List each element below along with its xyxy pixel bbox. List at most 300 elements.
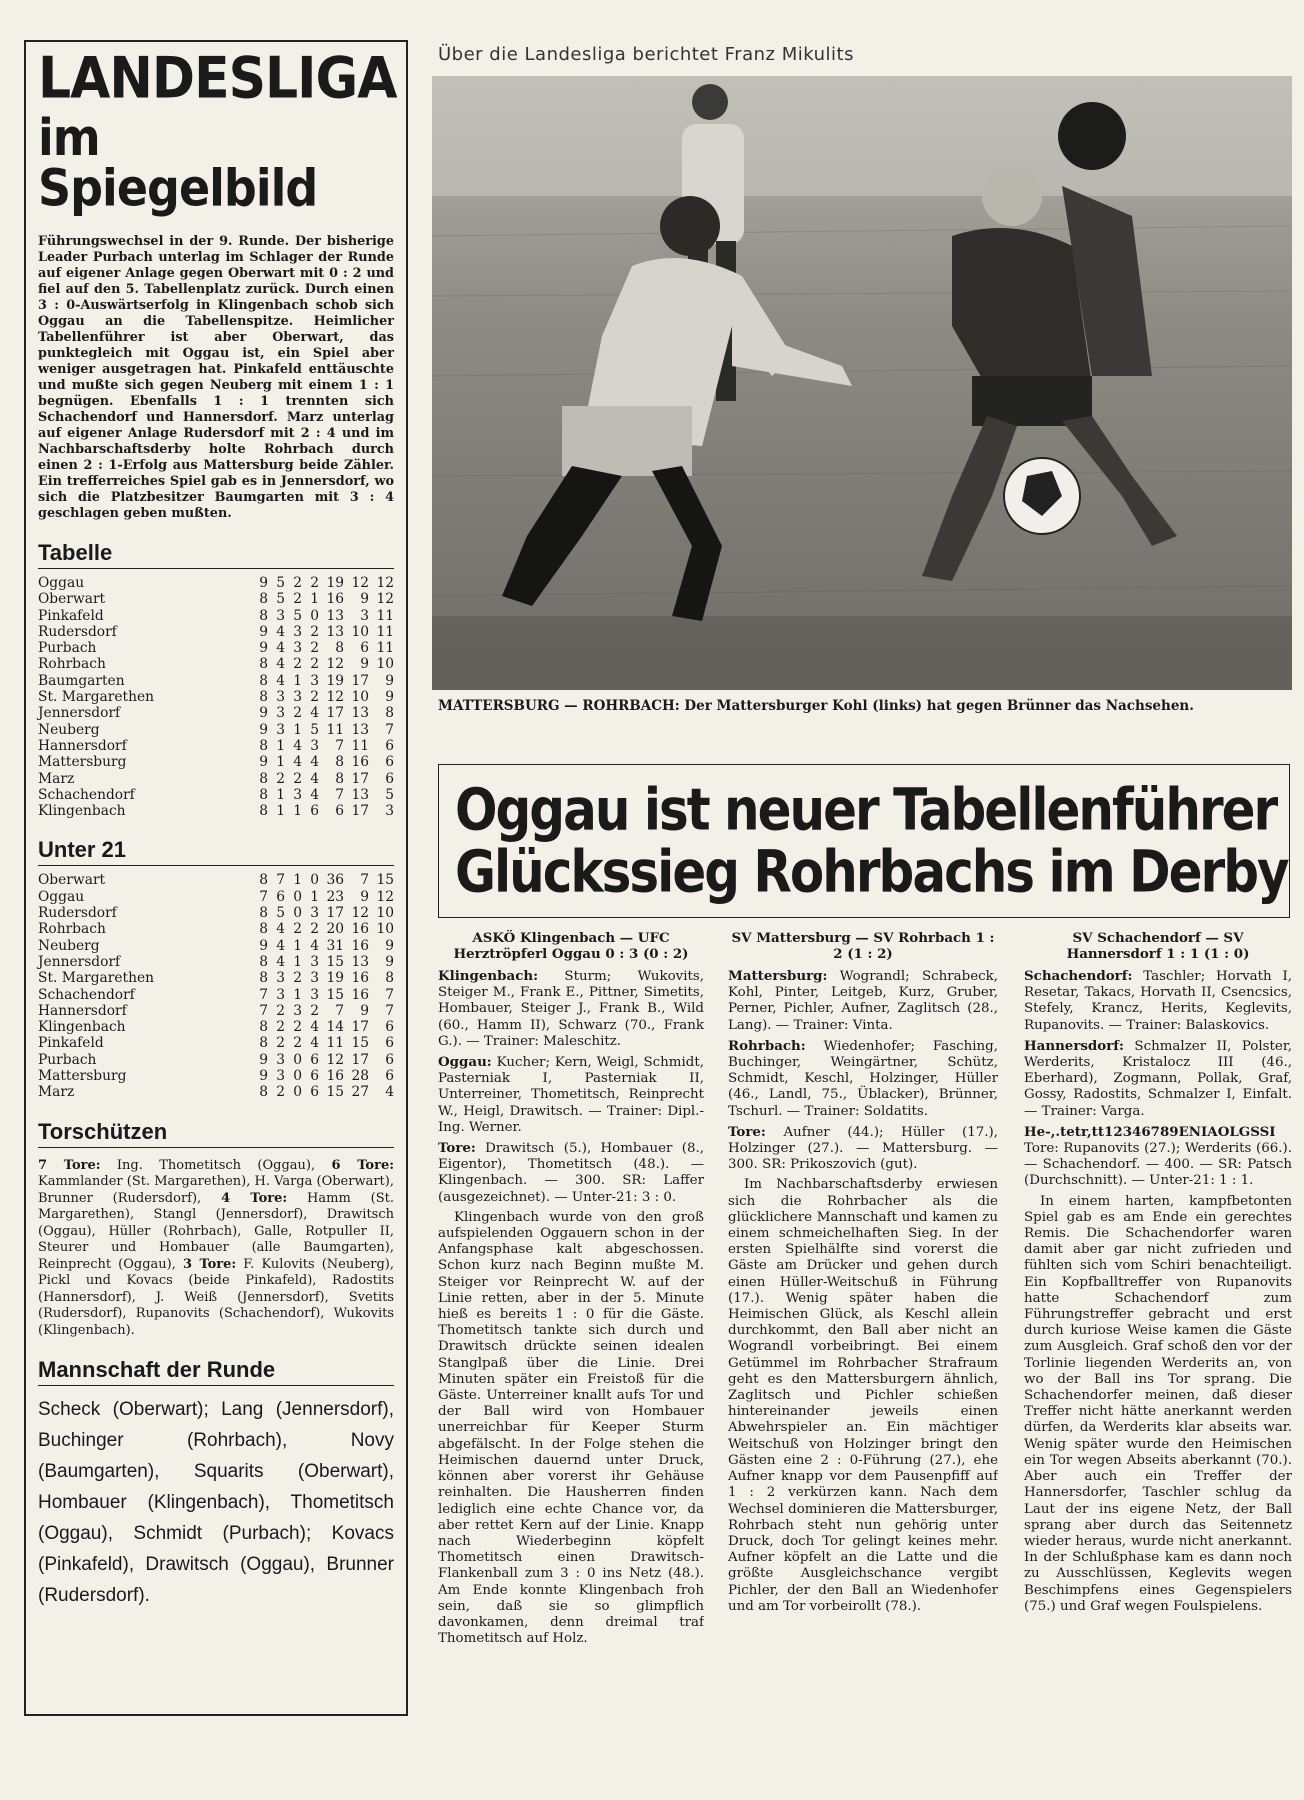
report-klingenbach-oggau xyxy=(438,930,704,1651)
stat-cell: 9 xyxy=(385,672,394,689)
stat-cell: 9 xyxy=(385,953,394,970)
stat-cell: 16 xyxy=(351,921,369,938)
stat-cell: 5 xyxy=(293,607,302,624)
title-line-2: im Spiegelbild xyxy=(38,107,318,218)
stat-cell: 3 xyxy=(276,705,285,722)
stat-cell: 11 xyxy=(326,721,344,738)
stat-cell: 8 xyxy=(259,786,268,803)
stat-cell: 6 xyxy=(310,1051,319,1068)
stat-cell: 12 xyxy=(326,656,344,673)
stat-cell: 3 xyxy=(276,1051,285,1068)
stat-cell: 3 xyxy=(310,737,319,754)
goals-info: Tore: Aufner (44.); Hüller (17.), Holzinger (27.). — Mattersburg. — 300. SR: Prikoszovich (gut). xyxy=(728,1123,998,1173)
stat-cell: 8 xyxy=(259,953,268,970)
stat-cell: 16 xyxy=(351,937,369,954)
report-text: In einem harten, kampfbetonten Spiel gab es am Ende ein gerechtes Remis. Die Schachendorfer waren damit aber gar nicht zufrieden und fühlten sich vom Schiri benachteiligt. Ein Kopfballtreffer von Rupanovits hatte Schachendorf zum Führungstreffer gebracht und erst durch kuriose Weise kamen die Gäste zum Ausgleich. Graf schoß den vor der Torlinie liegenden Werderits an, von wo der Ball ins Tor sprang. Die Schachendorfer meinen, daß dieser Treffer nicht hätte anerkannt werden dürfen, da Werderits klar abseits war. Wenig später wurde den Heimischen ein Tor wegen Abseits aberkannt (70.). Aber auch ein Treffer der Hannersdorfer, Taschler schlug da Laut der ins eigene Netz, der Ball sprang aber durch das Seitennetz wieder heraus, wurde nicht anerkannt. In der Schlußphase kam es dann noch zu Ausschlüssen, Keglevits wegen Beschimpfens eines Gegenspielers (75.) und Graf wegen Foulspielens. xyxy=(1024,1193,1292,1614)
stat-cell: 16 xyxy=(326,591,344,608)
stat-cell: 14 xyxy=(326,1019,344,1036)
stat-cell: 7 xyxy=(385,721,394,738)
stat-cell: 3 xyxy=(293,1002,302,1019)
scorers-list xyxy=(38,1158,394,1340)
stat-cell: 8 xyxy=(259,656,268,673)
stat-cell: 10 xyxy=(376,921,394,938)
stat-cell: 9 xyxy=(360,591,369,608)
stat-cell: 4 xyxy=(276,937,285,954)
team-name: Mattersburg xyxy=(38,754,127,771)
stat-cell: 7 xyxy=(259,888,268,905)
stat-cell: 3 xyxy=(310,905,319,922)
stat-cell: 4 xyxy=(276,656,285,673)
table-row xyxy=(38,771,394,787)
stat-cell: 7 xyxy=(385,986,394,1003)
team-name: St. Margarethen xyxy=(38,970,155,987)
table-row xyxy=(38,705,394,721)
stat-cell: 17 xyxy=(351,1019,369,1036)
game-heading: SV Schachendorf — SV Hannersdorf 1 : 1 (1 : 0) xyxy=(1066,930,1250,962)
stat-cell: 0 xyxy=(293,1068,302,1085)
stat-cell: 3 xyxy=(293,786,302,803)
lineup-away: Hannersdorf: Schmalzer II, Polster, Werderits, Kristalocz III (46., Eberhard), Zogmann, Pollak, Graf, Gossy, Radostits, Schmalzer I, Einfalt. — Trainer: Varga. xyxy=(1024,1037,1292,1119)
stat-cell: 2 xyxy=(310,575,319,591)
stat-cell: 5 xyxy=(310,721,319,738)
stat-cell: 6 xyxy=(276,888,285,905)
team-name: Rudersdorf xyxy=(38,905,117,922)
stat-cell: 17 xyxy=(351,770,369,787)
stat-cell: 1 xyxy=(293,803,302,820)
stat-cell: 1 xyxy=(310,888,319,905)
stat-cell: 9 xyxy=(259,640,268,657)
team-name: Purbach xyxy=(38,640,97,657)
stat-cell: 1 xyxy=(276,803,285,820)
stat-cell: 2 xyxy=(276,1084,285,1101)
stat-cell: 16 xyxy=(351,754,369,771)
landesliga-title xyxy=(38,45,397,218)
table-row xyxy=(38,970,394,986)
stat-cell: 8 xyxy=(335,640,344,657)
stat-cell: 17 xyxy=(351,1051,369,1068)
stat-cell: 11 xyxy=(376,607,394,624)
stat-cell: 19 xyxy=(326,970,344,987)
stat-cell: 8 xyxy=(259,672,268,689)
table-row xyxy=(38,787,394,803)
stat-cell: 3 xyxy=(293,623,302,640)
stat-cell: 16 xyxy=(351,986,369,1003)
u21-heading: Unter 21 xyxy=(38,837,394,866)
stat-cell: 3 xyxy=(360,607,369,624)
stat-cell: 3 xyxy=(276,970,285,987)
stat-cell: 5 xyxy=(276,905,285,922)
scorer-names: F. Kulovits (Neuberg), Pickl und Kovacs (beide Pinkafeld), Radostits (Hannersdorf), J. Weiß (Jennersdorf), Svetits (Rudersdorf), Rupanovits (Schachendorf), Wukovits (Klingenbach). xyxy=(38,1256,394,1338)
stat-cell: 2 xyxy=(293,770,302,787)
team-name: Rudersdorf xyxy=(38,623,117,640)
table-row xyxy=(38,640,394,656)
stat-cell: 3 xyxy=(310,986,319,1003)
headline-line-2: Glückssieg Rohrbachs im Derby xyxy=(455,838,1288,906)
stat-cell: 2 xyxy=(276,770,285,787)
stat-cell: 0 xyxy=(310,872,319,889)
stat-cell: 1 xyxy=(293,872,302,889)
team-name: Pinkafeld xyxy=(38,607,104,624)
stat-cell: 19 xyxy=(326,575,344,591)
table-row xyxy=(38,575,394,591)
stat-cell: 13 xyxy=(351,953,369,970)
stat-cell: 12 xyxy=(376,591,394,608)
stat-cell: 2 xyxy=(276,1019,285,1036)
stat-cell: 11 xyxy=(326,1035,344,1052)
stat-cell: 3 xyxy=(276,721,285,738)
stat-cell: 4 xyxy=(293,754,302,771)
table-row xyxy=(38,591,394,607)
lineup-away: Oggau: Kucher; Kern, Weigl, Schmidt, Pasterniak I, Pasterniak II, Unterreiner, Thometitsch, Reinprecht W., Heigl, Drawitsch. — Trainer: Dipl.-Ing. Werner. xyxy=(438,1054,704,1135)
stat-cell: 0 xyxy=(293,1051,302,1068)
stat-cell: 16 xyxy=(351,970,369,987)
stat-cell: 36 xyxy=(326,872,344,889)
mannschaft-der-runde: Scheck (Oberwart); Lang (Jennersdorf), Buchinger (Rohrbach), Novy (Baumgarten), Squarits (Oberwart), Hombauer (Klingenbach), Thometitsch (Oggau), Schmidt (Purbach); Kovacs (Pinkafeld), Drawitsch (Oggau), Brunner (Rudersdorf). xyxy=(38,1399,394,1607)
stat-cell: 5 xyxy=(385,786,394,803)
stat-cell: 2 xyxy=(310,656,319,673)
stat-cell: 9 xyxy=(360,1002,369,1019)
lineup-home: Schachendorf: Taschler; Horvath I, Resetar, Takacs, Horvath II, Csencsics, Stefely, Krancz, Herits, Keglevits, Rupanovits. — Trainer: Balaskovics. xyxy=(1024,968,1292,1033)
stat-cell: 8 xyxy=(259,1019,268,1036)
match-photo xyxy=(432,76,1292,690)
lineup-away: Rohrbach: Wiedenhofer; Fasching, Buchinger, Weingärtner, Schütz, Schmidt, Keschl, Holzinger, Hüller (46., Landl, 75., Üblacker), Brünner, Tschurl. — Trainer: Soldatits. xyxy=(728,1037,998,1119)
stat-cell: 6 xyxy=(335,803,344,820)
stat-cell: 31 xyxy=(326,937,344,954)
stat-cell: 5 xyxy=(276,591,285,608)
team-name: Klingenbach xyxy=(38,1019,126,1036)
intro-text: Führungswechsel in der 9. Runde. Der bisherige Leader Purbach unterlag im Schlager der Runde auf eigener Anlage gegen Oberwart mit 0 : 2 und fiel auf den 5. Tabellenplatz zurück. Durch einen 3 : 0-Auswärtserfolg in Klingenbach schob sich Oggau an die Tabellenspitze. Heimlicher Tabellenführer ist aber Oberwart, das punktegleich mit Oggau ist, ein Spiel aber weniger ausgetragen hat. Pinkafeld enttäuschte und mußte sich gegen Neuberg mit einem 1 : 1 begnügen. Ebenfalls 1 : 1 trennten sich Schachendorf und Hannersdorf. Marz unterlag auf eigener Anlage Rudersdorf mit 2 : 4 und im Nachbarschaftsderby holte Rohrbach durch einen 2 : 1-Erfolg aus Mattersburg beide Zähler. Ein trefferreiches Spiel gab es in Jennersdorf, wo sich die Platzbesitzer Baumgarten mit 3 : 4 geschlagen geben mußten. xyxy=(38,234,394,521)
table-row xyxy=(38,954,394,970)
stat-cell: 9 xyxy=(259,1068,268,1085)
stat-cell: 15 xyxy=(351,1035,369,1052)
stat-cell: 4 xyxy=(310,770,319,787)
table-row xyxy=(38,1068,394,1084)
stat-cell: 2 xyxy=(276,1002,285,1019)
stat-cell: 17 xyxy=(326,705,344,722)
stat-cell: 3 xyxy=(310,970,319,987)
stat-cell: 8 xyxy=(259,607,268,624)
table-row xyxy=(38,754,394,770)
stat-cell: 2 xyxy=(310,640,319,657)
stat-cell: 2 xyxy=(293,1019,302,1036)
stat-cell: 12 xyxy=(376,575,394,591)
stat-cell: 3 xyxy=(276,607,285,624)
stat-cell: 2 xyxy=(310,689,319,706)
stat-cell: 7 xyxy=(259,1002,268,1019)
team-name: Rohrbach xyxy=(38,656,106,673)
team-name: Pinkafeld xyxy=(38,1035,104,1052)
table-row xyxy=(38,1052,394,1068)
headline-box xyxy=(438,764,1290,918)
team-name: Baumgarten xyxy=(38,672,125,689)
goals-info: He-,.tetr,tt12346789ENIAOLGSSI Tore: Rupanovits (27.); Werderits (66.). — Schachendorf. — 400. — SR: Patsch (Durchschnitt). — Unter-21: 1 : 1. xyxy=(1024,1123,1292,1189)
stat-cell: 12 xyxy=(326,1051,344,1068)
table-row xyxy=(38,987,394,1003)
stat-cell: 13 xyxy=(326,607,344,624)
stat-cell: 4 xyxy=(385,1084,394,1101)
stat-cell: 8 xyxy=(259,737,268,754)
stat-cell: 8 xyxy=(259,770,268,787)
stat-cell: 9 xyxy=(259,721,268,738)
stat-cell: 7 xyxy=(276,872,285,889)
stat-cell: 7 xyxy=(360,872,369,889)
lineup-home: Mattersburg: Wograndl; Schrabeck, Kohl, Pinter, Leitgeb, Kurz, Gruber, Perner, Pichler, Aufner, Zaglitsch (28., Lang). — Trainer: Vinta. xyxy=(728,968,998,1033)
stat-cell: 23 xyxy=(326,888,344,905)
team-name: Klingenbach xyxy=(38,803,126,820)
stat-cell: 1 xyxy=(310,591,319,608)
team-name: Mattersburg xyxy=(38,1068,127,1085)
table-row xyxy=(38,608,394,624)
stat-cell: 15 xyxy=(326,1084,344,1101)
stat-cell: 9 xyxy=(259,575,268,591)
report-text: Klingenbach wurde von den groß aufspielenden Oggauern schon in der Anfangsphase kalt abgeschossen. Schon kurz nach Beginn mußte M. Steiger vor Reinprecht W. auf der Linie retten, aber in der 5. Minute hieß es bereits 1 : 0 für die Gäste. Thometitsch tankte sich durch und Drawitsch drückte seinen idealen Stanglpaß über die Linie. Drei Minuten später ein Freistoß für die Gäste. Unterreiner knallt aufs Tor und der Ball wird von Hombauer unerreichbar für Keeper Sturm abgefälscht. In der Folge stehen die Heimischen dauernd unter Druck, können aber vorerst ihr Gehäuse reinhalten. Die Hausherren finden lediglich eine echte Chance vor, da aber rettet Kern auf der Linie. Knapp nach Wiederbeginn köpfelt Thometitsch einen Drawitsch-Flankenball zum 3 : 0 ins Netz (48.). Am Ende konnte Klingenbach froh sein, daß sie so glimpflich davonkamen, denn dreimal traf Thometitsch auf Holz. xyxy=(438,1209,704,1647)
stat-cell: 5 xyxy=(276,575,285,591)
u21-table xyxy=(38,872,394,1100)
stat-cell: 9 xyxy=(385,937,394,954)
stat-cell: 8 xyxy=(335,770,344,787)
stat-cell: 0 xyxy=(310,607,319,624)
stat-cell: 4 xyxy=(310,1019,319,1036)
stat-cell: 9 xyxy=(385,689,394,706)
table-row xyxy=(38,1003,394,1019)
team-name: Neuberg xyxy=(38,937,100,954)
stat-cell: 8 xyxy=(259,803,268,820)
stat-cell: 1 xyxy=(293,672,302,689)
stat-cell: 3 xyxy=(385,803,394,820)
stat-cell: 2 xyxy=(310,921,319,938)
stat-cell: 2 xyxy=(293,1035,302,1052)
photo-caption: MATTERSBURG — ROHRBACH: Der Mattersburger Kohl (links) hat gegen Brünner das Nachsehen. xyxy=(438,698,1194,714)
stat-cell: 7 xyxy=(335,1002,344,1019)
lineup-home: Klingenbach: Sturm; Wukovits, Steiger M., Frank E., Pittner, Simetits, Hombauer, Steiger J., Frank B., Wild (60., Hamm II), Schwarz (70., Frank G.). — Trainer: Maleschitz. xyxy=(438,968,704,1049)
stat-cell: 6 xyxy=(385,1068,394,1085)
stat-cell: 17 xyxy=(351,672,369,689)
stat-cell: 8 xyxy=(259,1084,268,1101)
stat-cell: 15 xyxy=(326,953,344,970)
goal-count: 3 Tore: xyxy=(182,1256,237,1272)
table-row xyxy=(38,722,394,738)
stat-cell: 15 xyxy=(376,872,394,889)
stat-cell: 0 xyxy=(293,1084,302,1101)
game-heading: ASKÖ Klingenbach — UFC Herztröpferl Oggau 0 : 3 (0 : 2) xyxy=(453,930,689,962)
stat-cell: 3 xyxy=(293,640,302,657)
byline: Über die Landesliga berichtet Franz Mikulits xyxy=(438,44,854,65)
team-name: Purbach xyxy=(38,1051,97,1068)
stat-cell: 3 xyxy=(276,689,285,706)
goal-count: 7 Tore: xyxy=(38,1157,101,1173)
stat-cell: 8 xyxy=(259,1035,268,1052)
stat-cell: 12 xyxy=(326,689,344,706)
team-name: St. Margarethen xyxy=(38,689,155,706)
stat-cell: 4 xyxy=(310,754,319,771)
stat-cell: 7 xyxy=(259,986,268,1003)
title-line-1: LANDESLIGA xyxy=(38,45,397,112)
stat-cell: 12 xyxy=(351,905,369,922)
stat-cell: 10 xyxy=(351,689,369,706)
stat-cell: 10 xyxy=(376,905,394,922)
stat-cell: 12 xyxy=(376,888,394,905)
team-name: Hannersdorf xyxy=(38,1002,127,1019)
team-name: Oggau xyxy=(38,575,85,591)
stat-cell: 6 xyxy=(385,1035,394,1052)
stat-cell: 1 xyxy=(276,737,285,754)
stat-cell: 13 xyxy=(351,786,369,803)
stat-cell: 2 xyxy=(310,623,319,640)
stat-cell: 28 xyxy=(351,1068,369,1085)
stat-cell: 4 xyxy=(310,786,319,803)
stat-cell: 17 xyxy=(326,905,344,922)
stat-cell: 9 xyxy=(259,937,268,954)
stat-cell: 11 xyxy=(351,737,369,754)
team-name: Oberwart xyxy=(38,591,106,608)
stat-cell: 11 xyxy=(376,623,394,640)
stat-cell: 9 xyxy=(259,623,268,640)
stat-cell: 8 xyxy=(259,921,268,938)
team-name: Oggau xyxy=(38,888,85,905)
stat-cell: 2 xyxy=(293,705,302,722)
stat-cell: 2 xyxy=(293,970,302,987)
stat-cell: 19 xyxy=(326,672,344,689)
stat-cell: 8 xyxy=(259,689,268,706)
stat-cell: 6 xyxy=(385,770,394,787)
stat-cell: 12 xyxy=(351,575,369,591)
stat-cell: 13 xyxy=(351,705,369,722)
team-name: Rohrbach xyxy=(38,921,106,938)
stat-cell: 2 xyxy=(276,1035,285,1052)
team-name: Hannersdorf xyxy=(38,737,127,754)
stat-cell: 4 xyxy=(310,1035,319,1052)
stat-cell: 13 xyxy=(326,623,344,640)
stat-cell: 4 xyxy=(276,640,285,657)
stat-cell: 15 xyxy=(326,986,344,1003)
stat-cell: 6 xyxy=(385,1051,394,1068)
stat-cell: 17 xyxy=(351,803,369,820)
table-row xyxy=(38,738,394,754)
mannschaft-heading: Mannschaft der Runde xyxy=(38,1357,394,1386)
stat-cell: 1 xyxy=(276,754,285,771)
goals-info: Tore: Drawitsch (5.), Hombauer (8., Eigentor), Thometitsch (48.). — Klingenbach. — 300. SR: Laffer (ausgezeichnet). — Unter-21: 3 : 0. xyxy=(438,1140,704,1205)
scorer-names: Hamm (St. Margarethen), Stangl (Jennersdorf), Drawitsch (Oggau), Hüller (Rohrbach), Galle, Rotpuller II, Steurer und Hombauer (alle Baumgarten), Reinprecht (Oggau), xyxy=(38,1190,395,1272)
report-schachendorf-hannersdorf xyxy=(1024,930,1292,1619)
stat-cell: 9 xyxy=(360,888,369,905)
stat-cell: 20 xyxy=(326,921,344,938)
stat-cell: 7 xyxy=(335,737,344,754)
stat-cell: 8 xyxy=(259,872,268,889)
league-table xyxy=(38,575,394,819)
stat-cell: 1 xyxy=(293,986,302,1003)
stat-cell: 3 xyxy=(293,689,302,706)
stat-cell: 2 xyxy=(310,1002,319,1019)
stat-cell: 2 xyxy=(293,575,302,591)
stat-cell: 7 xyxy=(385,1002,394,1019)
stat-cell: 4 xyxy=(293,737,302,754)
landesliga-box xyxy=(24,40,408,1716)
stat-cell: 9 xyxy=(259,1051,268,1068)
team-name: Marz xyxy=(38,1084,75,1101)
stat-cell: 6 xyxy=(310,1068,319,1085)
goal-count: 4 Tore: xyxy=(221,1190,288,1206)
team-name: Marz xyxy=(38,770,75,787)
stat-cell: 3 xyxy=(276,1068,285,1085)
team-name: Neuberg xyxy=(38,721,100,738)
stat-cell: 6 xyxy=(385,737,394,754)
table-row xyxy=(38,905,394,921)
table-row xyxy=(38,673,394,689)
stat-cell: 8 xyxy=(335,754,344,771)
table-row xyxy=(38,938,394,954)
stat-cell: 9 xyxy=(259,754,268,771)
stat-cell: 1 xyxy=(293,953,302,970)
stat-cell: 3 xyxy=(276,986,285,1003)
stat-cell: 8 xyxy=(385,705,394,722)
table-row xyxy=(38,1084,394,1100)
stat-cell: 16 xyxy=(326,1068,344,1085)
team-name: Jennersdorf xyxy=(38,953,121,970)
stat-cell: 7 xyxy=(335,786,344,803)
stat-cell: 10 xyxy=(376,656,394,673)
team-name: Schachendorf xyxy=(38,786,135,803)
table-row xyxy=(38,624,394,640)
team-name: Jennersdorf xyxy=(38,705,121,722)
torschuetzen-heading: Torschützen xyxy=(38,1119,394,1148)
table-row xyxy=(38,1019,394,1035)
stat-cell: 9 xyxy=(360,656,369,673)
team-name: Oberwart xyxy=(38,872,106,889)
stat-cell: 2 xyxy=(293,921,302,938)
table-row xyxy=(38,889,394,905)
report-mattersburg-rohrbach xyxy=(728,930,998,1619)
stat-cell: 6 xyxy=(360,640,369,657)
stat-cell: 4 xyxy=(276,623,285,640)
scorer-names: Kammlander (St. Margarethen), H. Varga (Oberwart), Brunner (Rudersdorf), xyxy=(38,1174,394,1206)
table-row xyxy=(38,921,394,937)
table-row xyxy=(38,1035,394,1051)
scorer-names: Ing. Thometitsch (Oggau), xyxy=(100,1157,332,1173)
game-heading: SV Mattersburg — SV Rohrbach 1 : 2 (1 : 2) xyxy=(731,930,995,962)
team-name: Schachendorf xyxy=(38,986,135,1003)
stat-cell: 27 xyxy=(351,1084,369,1101)
stat-cell: 10 xyxy=(351,623,369,640)
stat-cell: 6 xyxy=(310,1084,319,1101)
stat-cell: 8 xyxy=(259,970,268,987)
stat-cell: 1 xyxy=(293,937,302,954)
stat-cell: 1 xyxy=(293,721,302,738)
stat-cell: 4 xyxy=(276,672,285,689)
goal-count: 6 Tore: xyxy=(331,1157,395,1173)
stat-cell: 3 xyxy=(310,672,319,689)
report-text: Im Nachbarschaftsderby erwiesen sich die Rohrbacher als die glücklichere Mannschaft und kamen zu einem schmeichelhaften Sieg. In der ersten Spielhälfte sind vorerst die Gäste am Drücker und gehen durch einen Hüller-Weitschuß in Führung (17.). Wenig später haben die Heimischen Glück, als Keschl allein durchkommt, den Ball aber nicht an Wograndl vorbeibringt. Bei einem Getümmel im Rohrbacher Strafraum geht es den Mattersburgern ähnlich, Zaglitsch und Pichler schießen hintereinander jeweils einen Abwehrspieler an. Ein mächtiger Weitschuß von Holzinger bringt den Gästen eine 2 : 0-Führung (27.), ehe Aufner knapp vor dem Pausenpfiff auf 1 : 2 verkürzen kann. Nach dem Wechsel dominieren die Mattersburger, Rohrbach steht nun gehörig unter Druck, doch Tor gelingt keines mehr. Aufner köpfelt an die Latte und die größte Ausgleichschance vergibt Pichler, der den Ball an Wiedenhofer und am Tor vorbeirollt (78.). xyxy=(728,1177,998,1614)
stat-cell: 4 xyxy=(276,921,285,938)
stat-cell: 2 xyxy=(293,591,302,608)
stat-cell: 0 xyxy=(293,905,302,922)
stat-cell: 4 xyxy=(310,937,319,954)
table-row xyxy=(38,872,394,888)
stat-cell: 6 xyxy=(385,1019,394,1036)
stat-cell: 0 xyxy=(293,888,302,905)
football-players-photo xyxy=(432,76,1292,690)
stat-cell: 4 xyxy=(276,953,285,970)
table-row xyxy=(38,656,394,672)
stat-cell: 6 xyxy=(385,754,394,771)
stat-cell: 9 xyxy=(259,705,268,722)
stat-cell: 1 xyxy=(276,786,285,803)
stat-cell: 3 xyxy=(310,953,319,970)
tabelle-heading: Tabelle xyxy=(38,540,394,569)
table-row xyxy=(38,689,394,705)
stat-cell: 11 xyxy=(376,640,394,657)
stat-cell: 6 xyxy=(310,803,319,820)
stat-cell: 4 xyxy=(310,705,319,722)
